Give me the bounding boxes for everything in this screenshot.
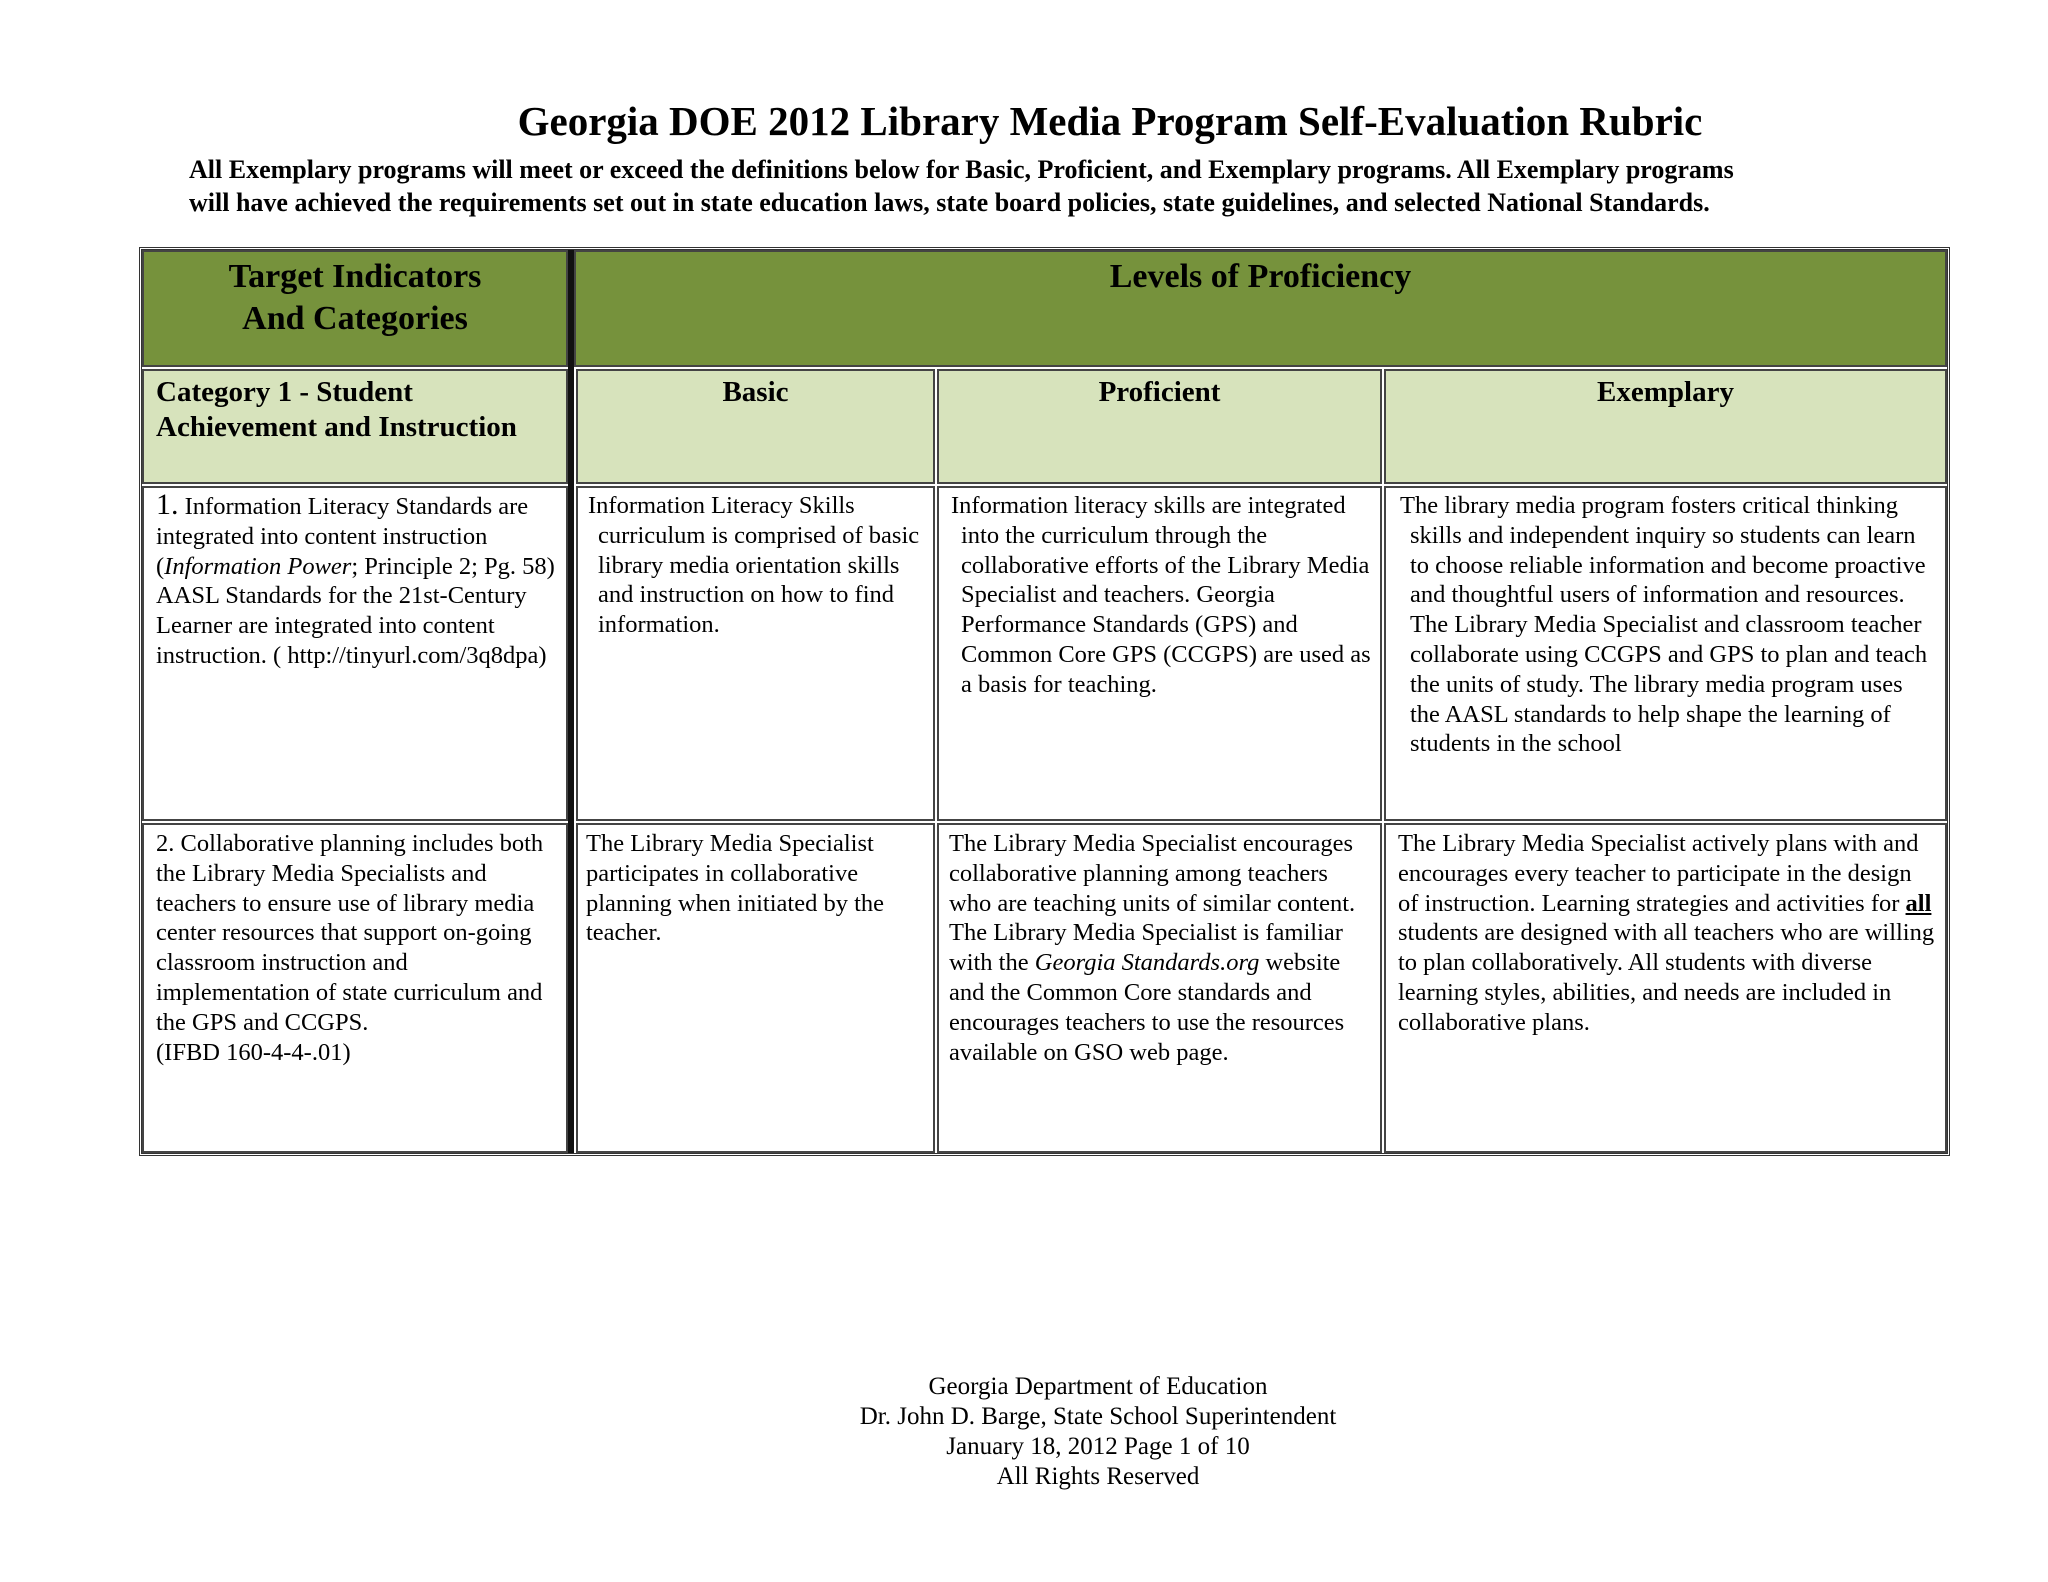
row-1-text-b: ; Principle 2; Pg. 58) [351,552,555,580]
row-1-text-c: AASL Standards for the 21st-Century Learner are integrated into content instruction. ( http://tinyurl.com/3q8dpa) [156,582,547,669]
row-2-proficient [937,823,1382,1153]
row-2-text: 2. Collaborative planning includes both the Library Media Specialists and teachers to ensure use of library media center resources that support on-going classroom instruction and implementation of state curriculum and the GPS and CCGPS. [156,830,544,1036]
row-1-exemplary [1384,486,1947,821]
row-2-exemplary-text-b: students are designed with all teachers who are willing to plan collaboratively. All students with diverse learning styles, abilities, and needs are included in collaborative plans. [1398,919,1935,1036]
column-header-exemplary [1384,369,1947,484]
category-line-1: Category 1 - Student [156,376,413,408]
column-exemplary-label: Exemplary [1597,376,1734,408]
column-proficient-label: Proficient [1098,376,1221,408]
row-1-number: 1. [156,488,179,521]
row-1-italic: Information Power [164,552,352,580]
document-title: Georgia DOE 2012 Library Media Program Self-Evaluation Rubric [517,98,1703,144]
row-2-proficient-italic: Georgia Standards.org [1034,949,1260,977]
row-2-exemplary-text-a: The Library Media Specialist actively plans with and encourages every teacher to participate in the design of instruction. Learning strategies and activities for [1398,830,1919,917]
intro-line-2: will have achieved the requirements set out in state education laws, state board policies, state guidelines, and selected National Standards. [189,188,1710,217]
rubric-table [139,247,1950,1156]
header-levels-label: Levels of Proficiency [1109,258,1412,295]
column-header-basic [576,369,935,484]
intro-paragraph [189,153,1969,219]
column-basic-label: Basic [722,376,789,408]
row-1-basic-text: Information Literacy Skills curriculum is comprised of basic library media orientation skills and instruction on how to find information. [588,492,920,639]
category-line-2: Achievement and Instruction [156,411,517,443]
row-2-basic [576,823,935,1153]
header-target-line-2: And Categories [242,300,468,337]
header-levels-of-proficiency [574,250,1947,367]
row-2-exemplary-emphasis: all [1905,889,1932,917]
footer-line-2: Dr. John D. Barge, State School Superintendent [859,1403,1337,1430]
intro-line-1: All Exemplary programs will meet or exceed the definitions below for Basic, Proficient, and Exemplary programs. All Exemplary programs [189,155,1734,184]
row-1-proficient [937,486,1382,821]
row-2-indicator [142,823,568,1153]
footer-line-1: Georgia Department of Education [928,1373,1268,1400]
row-1-proficient-text: Information literacy skills are integrated into the curriculum through the collaborative efforts of the Library Media Specialist and teachers. Georgia Performance Standards (GPS) and Common Core GPS (CCGPS) are used as a basis for teaching. [951,492,1371,698]
footer-line-3: January 18, 2012 Page 1 of 10 [946,1433,1250,1460]
footer-line-4: All Rights Reserved [996,1463,1200,1490]
column-header-proficient [937,369,1382,484]
footer [0,1372,2048,1492]
row-1-indicator [142,486,568,821]
row-2-proficient-text-b: website and the Common Core standards and encourages teachers to use the resources available on GSO web page. [949,949,1345,1066]
row-2-basic-text: The Library Media Specialist participates in collaborative planning when initiated by the teacher. [586,830,885,947]
category-header [142,369,568,484]
row-1-text-a: Information Literacy Standards are integrated into content instruction ( [156,493,529,580]
row-2-reference: (IFBD 160-4-4-.01) [156,1038,351,1066]
row-2-proficient-text-a: The Library Media Specialist encourages collaborative planning among teachers who are teaching units of similar content. The Library Media Specialist is familiar with the [949,830,1356,977]
header-target-indicators [142,250,568,367]
row-1-basic [576,486,935,821]
row-1-exemplary-text: The library media program fosters critical thinking skills and independent inquiry so students can learn to choose reliable information and become proactive and thoughtful users of information and resources. The Library Media Specialist and classroom teacher collaborate using CCGPS and GPS to plan and teach the units of study. The library media program uses the AASL standards to help shape the learning of students in the school [1400,492,1928,758]
column-divider [568,250,574,1153]
row-2-exemplary [1384,823,1947,1153]
header-target-line-1: Target Indicators [228,258,482,295]
